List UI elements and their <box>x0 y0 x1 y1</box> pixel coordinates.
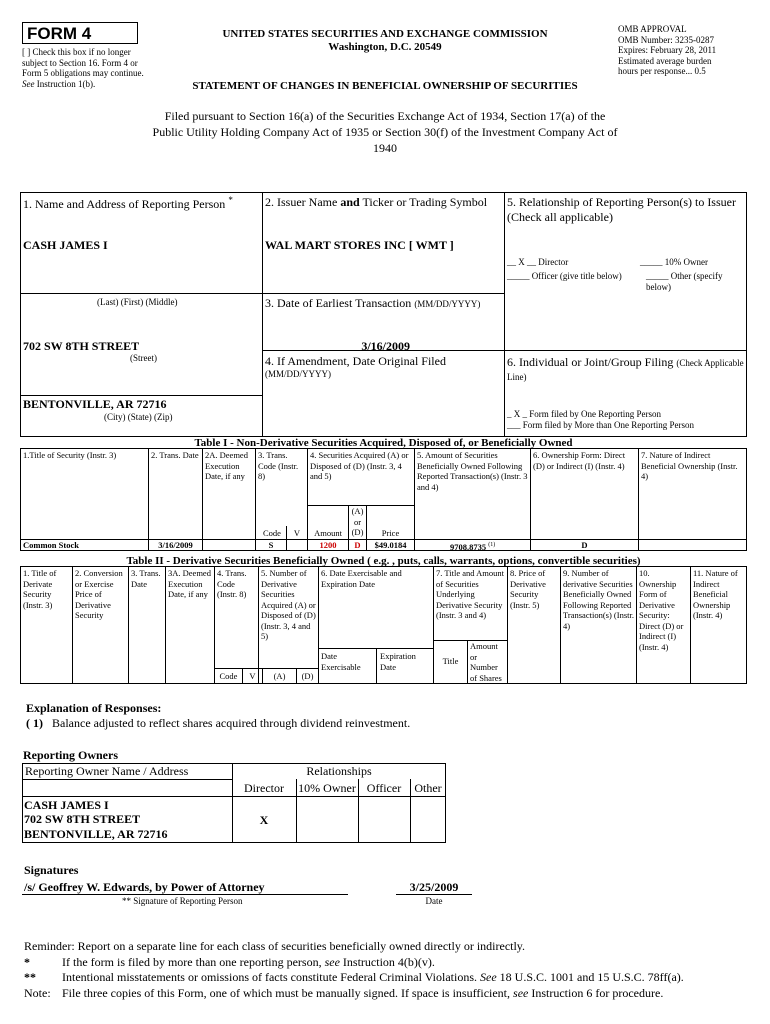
reporting-street: 702 SW 8TH STREET <box>23 339 140 353</box>
t2-sub-d: (D) <box>301 671 314 681</box>
label-relationship: 5. Relationship of Reporting Person(s) to Issuer (Check all applicable) <box>507 195 736 224</box>
star2-text: Intentional misstatements or omissions of facts constitute Federal Criminal Violations. See 18 U.S.C. 1001 and 15 U.S.C. 78ff(a). <box>62 970 684 984</box>
note-text: File three copies of this Form, one of which must be manually signed. If space is insufficient, see Instruction 6 for procedure. <box>62 986 664 1000</box>
t2-col-number: 5. Number of Derivative Securities Acquired (A) or Disposed of (D) (Instr. 3, 4 and 5) <box>261 568 316 641</box>
t2-sub-title: Title <box>442 656 459 666</box>
owner-director-mark: X <box>259 813 269 827</box>
signature-date-label: Date <box>425 896 443 906</box>
owners-col-officer: Officer <box>366 781 402 795</box>
t1-row-code: S <box>268 540 274 550</box>
ten-percent-line: _____ 10% Owner <box>640 257 708 267</box>
t2-col-code: 4. Trans. Code (Instr. 8) <box>217 568 247 599</box>
t2-sub-amount: Amount or Number of Shares <box>470 641 502 683</box>
t1-row-owned: 9708.8735 $^{(1)}$ <box>450 541 496 552</box>
t1-sub-ad: (A) or (D) <box>351 506 364 537</box>
city-parts: (City) (State) (Zip) <box>104 412 173 422</box>
owner-city: BENTONVILLE, AR 72716 <box>24 827 168 841</box>
issuer-name: WAL MART STORES INC [ WMT ] <box>265 238 454 252</box>
director-line: __ X __ Director <box>507 257 569 267</box>
star1-text: If the form is filed by more than one reporting person, see Instruction 4(b)(v). <box>62 955 435 969</box>
table2-title: Table II - Derivative Securities Beneficially Owned ( e.g. , puts, calls, warrants, options, convertible securities) <box>126 555 641 567</box>
amendment-format: (MM/DD/YYYY) <box>265 369 331 379</box>
t1-col-date: 2. Trans. Date <box>151 450 199 460</box>
t2-col-owned: 9. Number of derivative Securities Beneficially Owned Following Reported Transaction(s) (Instr. 4) <box>563 568 634 631</box>
label-issuer: 2. Issuer Name and Ticker or Trading Symbol <box>265 195 488 209</box>
owner-street: 702 SW 8TH STREET <box>24 812 141 826</box>
omb-approval: OMB APPROVAL OMB Number: 3235-0287 Expires: February 28, 2011 Estimated average burden hours per response... 0.5 <box>618 24 717 76</box>
form-title: FORM 4 <box>27 24 92 43</box>
t1-col-title: 1.Title of Security (Instr. 3) <box>23 450 117 460</box>
statement-title: STATEMENT OF CHANGES IN BENEFICIAL OWNERSHIP OF SECURITIES <box>192 80 578 92</box>
owner-name: CASH JAMES I <box>24 798 109 812</box>
t1-col-acquired: 4. Securities Acquired (A) or Disposed of (D) (Instr. 3, 4 and 5) <box>310 450 409 481</box>
t2-sub-a: (A) <box>273 671 286 681</box>
label-reporting-person: 1. Name and Address of Reporting Person * <box>23 195 233 211</box>
t2-col-nature: 11. Nature of Indirect Beneficial Ownership (Instr. 4) <box>693 568 738 620</box>
t2-sub-date-exercisable: Date Exercisable <box>321 651 361 672</box>
name-parts: (Last) (First) (Middle) <box>97 297 178 307</box>
t1-sub-v: V <box>293 528 301 538</box>
t1-col-ownership: 6. Ownership Form: Direct (D) or Indirect (I) (Instr. 4) <box>533 450 626 471</box>
t1-col-amount-owned: 5. Amount of Securities Beneficially Owned Following Reported Transaction(s) (Instr. 3 and 4) <box>417 450 528 492</box>
owners-col-relationships: Relationships <box>306 764 372 778</box>
other-line: _____ Other (specify below) <box>646 271 723 292</box>
t1-col-code: 3. Trans. Code (Instr. 8) <box>258 450 299 481</box>
t1-row-security: Common Stock <box>23 540 79 550</box>
reminder: Reminder: Report on a separate line for each class of securities beneficially owned directly or indirectly. <box>24 939 526 953</box>
table1-title: Table I - Non-Derivative Securities Acquired, Disposed of, or Beneficially Owned <box>194 437 573 449</box>
t2-col-ownership: 10. Ownership Form of Derivative Security: Direct (D) or Indirect (I) (Instr. 4) <box>639 568 684 652</box>
filing-one-line: _ X _ Form filed by One Reporting Person <box>507 409 661 419</box>
t2-col-date: 3. Trans. Date <box>131 568 161 589</box>
label-amendment: 4. If Amendment, Date Original Filed <box>265 354 446 368</box>
label-earliest-transaction: 3. Date of Earliest Transaction (MM/DD/YYYY) <box>265 296 481 310</box>
t1-col-deemed: 2A. Deemed Execution Date, if any <box>205 450 248 481</box>
reporting-person-name: CASH JAMES I <box>23 238 108 252</box>
street-label: (Street) <box>130 353 157 363</box>
t2-col-underlying: 7. Title and Amount of Securities Underlying Derivative Security (Instr. 3 and 4) <box>436 568 505 620</box>
owners-col-director: Director <box>244 781 284 795</box>
t2-col-deemed: 3A. Deemed Execution Date, if any <box>168 568 211 599</box>
t1-row-ad: D <box>354 540 361 550</box>
owners-col-name: Reporting Owner Name / Address <box>25 764 189 778</box>
owners-heading: Reporting Owners <box>23 748 118 762</box>
t2-col-exercisable: 6. Date Exercisable and Expiration Date <box>321 568 402 589</box>
t1-row-price: $49.0184 <box>374 540 407 550</box>
label-filing: 6. Individual or Joint/Group Filing (Check Applicable Line) <box>507 355 744 382</box>
filing-many-line: ___ Form filed by More than One Reporting Person <box>507 420 694 430</box>
earliest-date: 3/16/2009 <box>361 339 410 353</box>
owners-col-other: Other <box>414 781 442 795</box>
t2-sub-v: V <box>249 671 256 681</box>
t2-sub-expiration: Expiration Date <box>380 651 416 672</box>
t2-col-conversion: 2. Conversion or Exercise Price of Derivative Security <box>75 568 123 620</box>
t1-row-amount: 1200 <box>319 540 337 550</box>
t1-col-nature: 7. Nature of Indirect Beneficial Ownership (Instr. 4) <box>641 450 738 481</box>
form-title-box <box>22 22 138 44</box>
explanation-note: ( 1) Balance adjusted to reflect shares acquired through dividend reinvestment. <box>26 716 411 730</box>
signature-date: 3/25/2009 <box>409 880 459 894</box>
star2: ** <box>24 970 36 984</box>
t1-sub-price: Price <box>381 528 400 538</box>
checkbox-notice: [ ] Check this box if no longer subject to Section 16. Form 4 or Form 5 obligations may continue. See Instruction 1(b). <box>22 47 144 89</box>
signer: /s/ Geoffrey W. Edwards, by Power of Attorney <box>24 880 265 894</box>
officer-line: _____ Officer (give title below) <box>507 271 622 281</box>
signer-label: ** Signature of Reporting Person <box>122 896 243 906</box>
explanation-heading: Explanation of Responses: <box>26 701 162 715</box>
signatures-heading: Signatures <box>24 863 79 877</box>
owners-col-ten-percent: 10% Owner <box>298 781 356 795</box>
star1: * <box>24 955 30 969</box>
reporting-city: BENTONVILLE, AR 72716 <box>23 397 167 411</box>
note-label: Note: <box>24 986 51 1000</box>
t1-row-date: 3/16/2009 <box>158 540 193 550</box>
agency-location: Washington, D.C. 20549 <box>328 41 442 53</box>
t2-col-price: 8. Price of Derivative Security (Instr. 5) <box>510 568 546 610</box>
t1-sub-code: Code <box>263 528 281 538</box>
t1-sub-amount: Amount <box>314 528 342 538</box>
agency-name: UNITED STATES SECURITIES AND EXCHANGE COMMISSION <box>222 28 548 40</box>
t2-sub-code: Code <box>219 671 238 681</box>
t2-col-title: 1. Title of Derivate Security (Instr. 3) <box>23 568 57 610</box>
t1-row-form: D <box>581 540 588 550</box>
filed-pursuant: Filed pursuant to Section 16(a) of the Securities Exchange Act of 1934, Section 17(a) of the Public Utility Holding Company Act of 1935 or Section 30(f) of the Investment Company Act of 1940 <box>152 109 618 155</box>
